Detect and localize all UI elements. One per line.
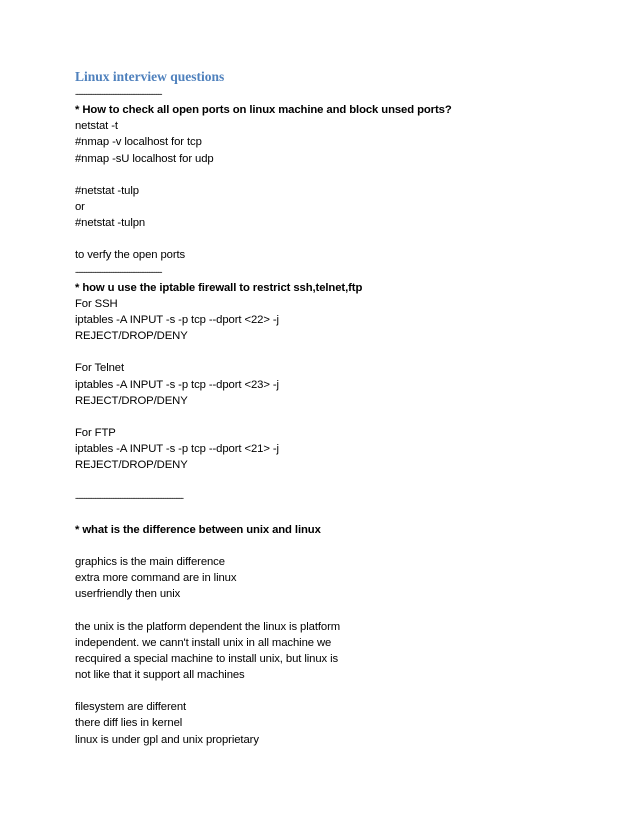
text-line: not like that it support all machines xyxy=(75,669,245,682)
text-line: netstat -t xyxy=(75,120,118,133)
document-title: Linux interview questions xyxy=(75,69,225,84)
text-line: For FTP xyxy=(75,426,116,439)
document-body xyxy=(75,68,595,748)
blank-line xyxy=(75,473,595,489)
text-line: linux is under gpl and unix proprietary xyxy=(75,733,259,746)
text-line: For SSH xyxy=(75,297,118,310)
question-heading: * how u use the iptable firewall to restrict ssh,telnet,ftp xyxy=(75,281,363,294)
blank-line xyxy=(75,538,595,554)
text-line: graphics is the main difference xyxy=(75,556,225,569)
text-line: the unix is the platform dependent the linux is platform xyxy=(75,620,341,633)
blank-line xyxy=(75,167,595,183)
text-line: iptables -A INPUT -s -p tcp --dport <21> -j xyxy=(75,443,279,456)
text-line: or xyxy=(75,200,85,213)
question-heading: * what is the difference between unix and linux xyxy=(75,523,321,536)
text-line: iptables -A INPUT -s -p tcp --dport <22> -j xyxy=(75,313,279,326)
blank-line xyxy=(75,409,595,425)
question-heading: * How to check all open ports on linux machine and block unsed ports? xyxy=(75,104,452,117)
text-line: REJECT/DROP/DENY xyxy=(75,459,188,472)
blank-line xyxy=(75,506,595,522)
text-line: REJECT/DROP/DENY xyxy=(75,394,188,407)
text-line: #nmap -v localhost for tcp xyxy=(75,136,202,149)
text-line: #nmap -sU localhost for udp xyxy=(75,152,214,165)
text-line: #netstat -tulpn xyxy=(75,217,146,230)
blank-line xyxy=(75,344,595,360)
text-line: iptables -A INPUT -s -p tcp --dport <23> -j xyxy=(75,378,279,391)
blank-line xyxy=(75,683,595,699)
dash-separator: ------------------------------------------------ xyxy=(75,89,162,99)
text-line: there diff lies in kernel xyxy=(75,717,183,730)
text-line: For Telnet xyxy=(75,362,125,375)
dash-separator: ------------------------------------------------------------ xyxy=(75,492,183,503)
text-line: #netstat -tulp xyxy=(75,184,139,197)
text-line: REJECT/DROP/DENY xyxy=(75,330,188,343)
text-line: independent. we cann't install unix in all machine we xyxy=(75,636,332,649)
text-line: extra more command are in linux xyxy=(75,572,237,585)
dash-separator: ------------------------------------------------ xyxy=(75,266,162,277)
text-line: to verfy the open ports xyxy=(75,249,186,262)
text-line: userfriendly then unix xyxy=(75,588,181,601)
text-line: recquired a special machine to install unix, but linux is xyxy=(75,652,339,665)
blank-line xyxy=(75,603,595,619)
blank-line xyxy=(75,231,595,247)
text-line: filesystem are different xyxy=(75,701,187,714)
